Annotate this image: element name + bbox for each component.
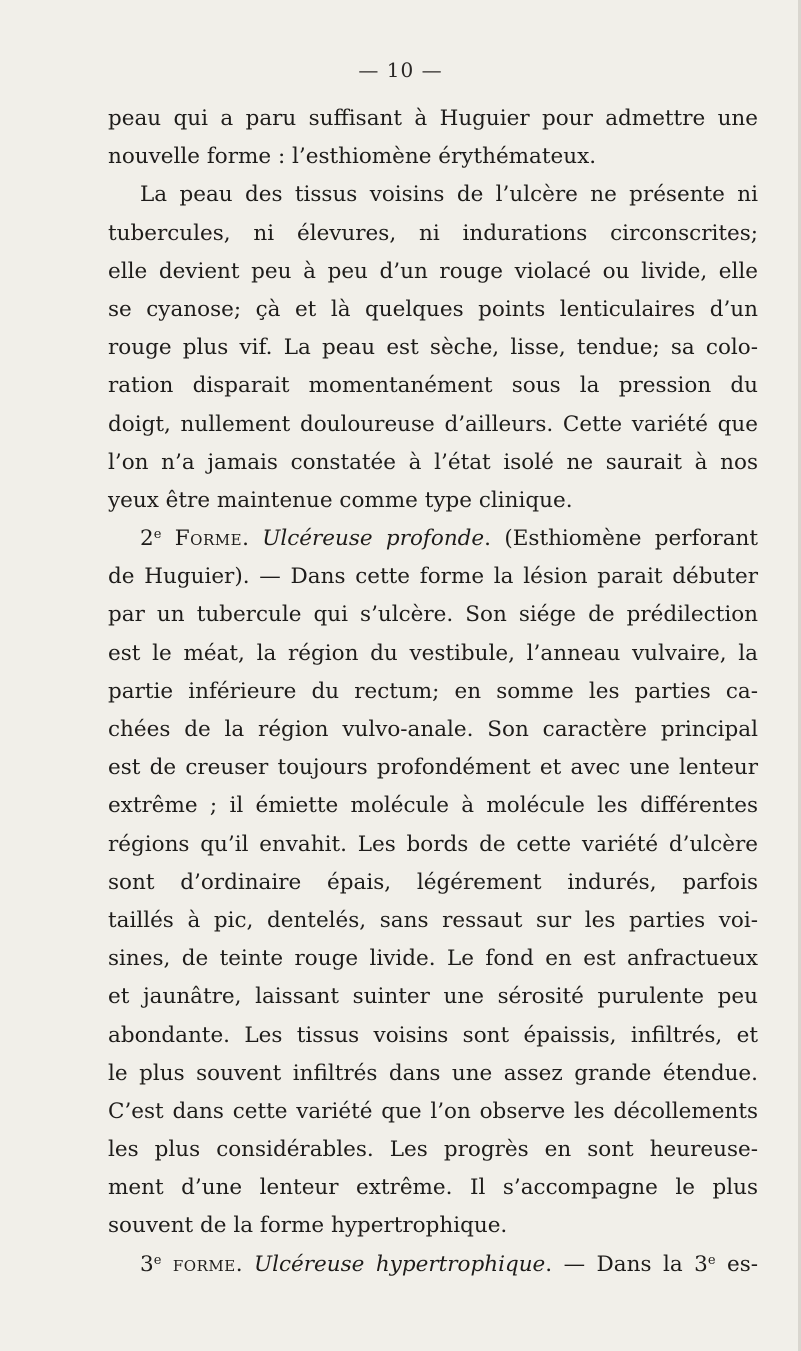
text-line: sines, de teinte rouge livide. Le fond en est anfractueux: [108, 946, 758, 972]
text-line: de Huguier). — Dans cette forme la lésion parait débuter: [108, 564, 758, 590]
text-fragment: e: [153, 1252, 162, 1268]
page-number: — 10 —: [358, 58, 443, 82]
text-line: l’on n’a jamais constatée à l’état isolé ne saurait à nos: [108, 449, 758, 475]
text-fragment: forme: [172, 1251, 236, 1277]
text-fragment: [161, 1252, 172, 1277]
text-line: les plus considérables. Les progrès en sont heureuse-: [108, 1137, 758, 1163]
text-line: taillés à pic, dentelés, sans ressaut sur les parties voi-: [108, 907, 758, 933]
text-line: ration disparait momentanément sous la pression du: [108, 373, 758, 399]
text-fragment: Ulcéreuse profonde: [262, 526, 485, 552]
text-line: ment d’une lenteur extrême. Il s’accompagne le plus: [108, 1175, 758, 1201]
text-line: par un tubercule qui s’ulcère. Son siége de prédilection: [108, 602, 758, 628]
text-line: et jaunâtre, laissant suinter une sérosité purulente peu: [108, 984, 758, 1010]
text-line: se cyanose; çà et là quelques points lenticulaires d’un: [108, 296, 758, 322]
text-fragment: .: [235, 1251, 254, 1277]
text-line: tubercules, ni élevures, ni indurations circonscrites;: [108, 220, 758, 246]
body-text: [108, 100, 758, 1284]
text-fragment: [161, 526, 174, 551]
text-line: rouge plus vif. La peau est sèche, lisse, tendue; sa colo-: [108, 335, 758, 361]
text-fragment: . — Dans la 3: [545, 1251, 708, 1277]
text-fragment: Ulcéreuse hypertrophique: [254, 1251, 546, 1277]
text-line: le plus souvent infiltrés dans une assez grande étendue.: [108, 1060, 758, 1086]
text-fragment: . (Esthiomène perforant: [484, 526, 759, 552]
text-line: régions qu’il envahit. Les bords de cette variété d’ulcère: [108, 831, 758, 857]
text-line: partie inférieure du rectum; en somme les parties ca-: [108, 678, 758, 704]
text-line: peau qui a paru suffisant à Huguier pour admettre une: [108, 106, 758, 131]
text-line: extrême ; il émiette molécule à molécule les différentes: [108, 793, 758, 819]
text-fragment: 3: [140, 1251, 154, 1277]
text-line: abondante. Les tissus voisins sont épaissis, infiltrés, et: [108, 1022, 758, 1048]
text-line: doigt, nullement douloureuse d’ailleurs. Cette variété que: [108, 411, 758, 437]
text-line: sont d’ordinaire épais, légérement indurés, parfois: [108, 869, 758, 895]
text-line: [108, 520, 758, 558]
text-fragment: e: [707, 1252, 716, 1268]
text-fragment: es-: [715, 1251, 759, 1277]
text-line: nouvelle forme : l’esthiomène érythémateux.: [108, 144, 597, 170]
text-fragment: e: [153, 527, 162, 543]
text-line: chées de la région vulvo-anale. Son caractère principal: [108, 717, 758, 742]
text-line: est le méat, la région du vestibule, l’anneau vulvaire, la: [108, 640, 758, 666]
text-line: C’est dans cette variété que l’on observe les décollements: [108, 1098, 758, 1124]
text-line: La peau des tissus voisins de l’ulcère ne présente ni: [140, 182, 758, 208]
text-line: elle devient peu à peu d’un rouge violacé ou livide, elle: [108, 258, 758, 284]
text-fragment: Forme: [174, 526, 243, 552]
text-fragment: .: [242, 526, 263, 552]
text-fragment: 2: [140, 526, 154, 552]
text-line: [108, 1246, 758, 1284]
text-line: yeux être maintenue comme type clinique.: [108, 487, 573, 513]
text-line: souvent de la forme hypertrophique.: [108, 1213, 508, 1239]
text-line: est de creuser toujours profondément et avec une lenteur: [108, 755, 758, 781]
